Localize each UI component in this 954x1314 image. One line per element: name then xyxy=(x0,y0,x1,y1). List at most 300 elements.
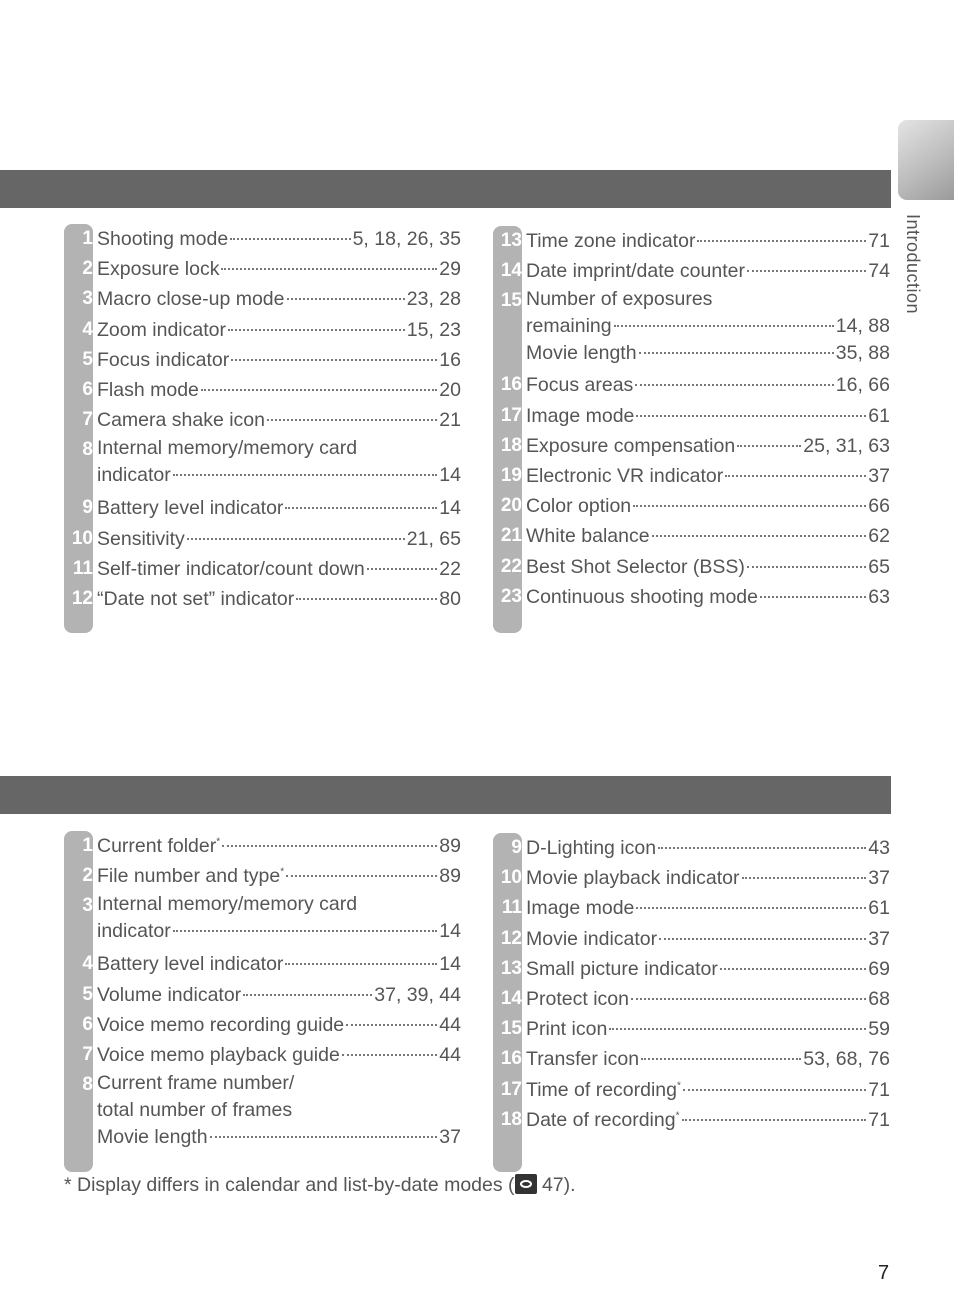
legend-line xyxy=(97,284,461,314)
leader-dots xyxy=(682,1119,867,1121)
legend-label-text: Sensitivity xyxy=(97,527,185,550)
legend-line xyxy=(526,1044,890,1074)
legend-entry xyxy=(93,224,461,254)
legend-row xyxy=(64,1070,461,1154)
legend-row xyxy=(64,584,461,614)
legend-row xyxy=(493,1014,890,1044)
page-reference: 37 xyxy=(439,1126,461,1149)
legend-entry xyxy=(522,1014,890,1044)
legend-entry xyxy=(93,345,461,375)
legend-label-text: Focus areas xyxy=(526,374,634,397)
legend-label xyxy=(97,918,171,945)
legend-number: 2 xyxy=(82,865,93,887)
legend-line xyxy=(526,401,890,431)
legend-label-text: Focus indicator xyxy=(97,348,230,371)
legend-label xyxy=(97,1040,340,1070)
leader-dots xyxy=(296,598,437,600)
legend-row xyxy=(493,491,890,521)
page-reference: 14 xyxy=(439,497,461,520)
legend-row xyxy=(64,284,461,314)
legend-entry xyxy=(93,435,461,493)
page-reference: 43 xyxy=(868,837,890,859)
page-reference: 69 xyxy=(868,957,890,980)
footnote-text: * Display differs in calendar and list-by-date modes ( xyxy=(64,1174,515,1196)
legend-entry xyxy=(522,256,890,286)
legend-label-text: indicator xyxy=(97,920,171,943)
legend-label xyxy=(526,521,650,551)
legend-row xyxy=(493,286,890,370)
legend-entry xyxy=(522,1044,890,1074)
legend-row xyxy=(64,524,461,554)
legend-entry xyxy=(93,405,461,435)
legend-line xyxy=(526,491,890,521)
legend-label xyxy=(97,493,283,523)
legend-number: 3 xyxy=(82,895,93,917)
legend-label xyxy=(526,893,634,923)
legend-number: 4 xyxy=(82,953,93,975)
legend-row xyxy=(493,401,890,431)
leader-dots xyxy=(747,566,866,568)
legend-row xyxy=(493,863,890,893)
legend-line xyxy=(97,949,461,979)
legend-label-text: “Date not set” indicator xyxy=(97,587,295,610)
legend-label xyxy=(526,461,723,491)
footnote-marker: * xyxy=(677,1080,681,1091)
leader-dots xyxy=(173,930,438,932)
legend-number: 15 xyxy=(500,1018,522,1040)
legend-entry xyxy=(522,893,890,923)
legend-line xyxy=(526,431,890,461)
page-reference: 16 xyxy=(439,348,461,371)
legend-label xyxy=(526,256,745,286)
legend-entry xyxy=(93,584,461,614)
legend-row xyxy=(64,345,461,375)
legend-label xyxy=(526,582,758,612)
leader-dots xyxy=(243,994,372,996)
legend-label xyxy=(97,224,228,254)
legend-number: 4 xyxy=(82,318,93,340)
legend-line xyxy=(97,980,461,1010)
legend-label-text: D-Lighting icon xyxy=(526,837,657,859)
legend-label-text: Camera shake icon xyxy=(97,409,265,432)
legend-line xyxy=(97,405,461,435)
legend-label-text: Current folder xyxy=(97,835,217,857)
page-reference: 37 xyxy=(868,867,890,890)
page-reference: 65 xyxy=(868,555,890,578)
legend-label xyxy=(97,554,365,584)
legend-line xyxy=(97,493,461,523)
legend-entry xyxy=(522,401,890,431)
legend-label-text: Best Shot Selector (BSS) xyxy=(526,555,745,578)
legend-number: 13 xyxy=(500,230,522,251)
legend-entry xyxy=(522,582,890,612)
legend-label xyxy=(97,861,284,891)
legend-label xyxy=(97,524,185,554)
legend-number: 5 xyxy=(82,983,93,1005)
legend-number: 10 xyxy=(500,867,522,889)
legend-label-text: Shooting mode xyxy=(97,228,229,250)
leader-dots xyxy=(747,270,866,272)
leader-dots xyxy=(631,998,866,1000)
page-reference: 20 xyxy=(439,378,461,401)
page-reference: 16, 66 xyxy=(835,374,890,397)
page-reference: 14, 88 xyxy=(835,315,890,338)
legend-row xyxy=(493,1075,890,1105)
legend-number: 6 xyxy=(82,378,93,400)
leader-dots xyxy=(173,474,438,476)
leader-dots xyxy=(683,1089,866,1091)
legend-number: 16 xyxy=(500,374,522,396)
legend-label xyxy=(526,1044,639,1074)
legend-label-text: remaining xyxy=(526,315,612,338)
legend-line xyxy=(97,435,461,462)
legend-entry xyxy=(93,493,461,523)
legend-number: 13 xyxy=(500,957,522,979)
page-reference: 14 xyxy=(439,464,461,487)
legend-line xyxy=(526,893,890,923)
leader-dots xyxy=(720,968,866,970)
legend-row xyxy=(493,582,890,612)
legend-row xyxy=(64,493,461,523)
legend-label xyxy=(526,863,740,893)
page-reference: 53, 68, 76 xyxy=(803,1048,890,1071)
page-reference: 25, 31, 63 xyxy=(803,434,890,457)
legend-entry xyxy=(93,1070,461,1154)
legend-line xyxy=(97,462,461,489)
legend-number: 6 xyxy=(82,1013,93,1035)
legend-line xyxy=(526,256,890,286)
legend-row xyxy=(64,891,461,949)
legend-row xyxy=(64,949,461,979)
chapter-label: Introduction xyxy=(903,214,923,315)
page-reference: 71 xyxy=(868,230,890,252)
legend-label-text: Movie indicator xyxy=(526,927,658,950)
legend-label xyxy=(97,375,199,405)
legend-label xyxy=(97,1097,292,1124)
legend-entry xyxy=(93,831,461,861)
legend-number: 8 xyxy=(82,1074,93,1096)
legend-label xyxy=(97,949,283,979)
leader-dots xyxy=(210,1136,438,1138)
legend-label xyxy=(97,1010,344,1040)
legend-label-text: Exposure compensation xyxy=(526,434,736,457)
legend-line xyxy=(526,226,890,256)
legend-row xyxy=(64,1010,461,1040)
footnote-marker: * xyxy=(280,866,285,878)
legend-row xyxy=(493,552,890,582)
legend-line xyxy=(526,863,890,893)
legend-label-text: Voice memo recording guide xyxy=(97,1013,345,1036)
legend-entry xyxy=(522,370,890,400)
legend-line xyxy=(97,861,461,891)
legend-label-text: Color option xyxy=(526,495,632,518)
legend-label-text: Movie length xyxy=(526,342,637,365)
legend-label xyxy=(526,286,712,313)
shooting-list-right xyxy=(493,226,890,612)
legend-row xyxy=(64,554,461,584)
legend-line xyxy=(526,1075,890,1105)
legend-entry xyxy=(522,431,890,461)
legend-line xyxy=(97,554,461,584)
leader-dots xyxy=(367,568,438,570)
legend-line xyxy=(97,345,461,375)
legend-number: 17 xyxy=(500,404,522,426)
legend-row xyxy=(493,833,890,863)
legend-line xyxy=(526,924,890,954)
page-reference: 29 xyxy=(439,258,461,281)
legend-entry xyxy=(522,286,890,370)
page-reference: 59 xyxy=(868,1018,890,1041)
legend-line xyxy=(97,524,461,554)
legend-label xyxy=(526,552,745,582)
legend-label-text: Continuous shooting mode xyxy=(526,585,758,608)
legend-label xyxy=(526,833,656,863)
legend-number: 12 xyxy=(500,927,522,949)
page-reference: 61 xyxy=(868,897,890,920)
legend-entry xyxy=(522,954,890,984)
legend-label-text: Transfer icon xyxy=(526,1048,640,1071)
legend-label xyxy=(97,315,226,345)
leader-dots xyxy=(346,1024,437,1026)
page-reference: 80 xyxy=(439,587,461,610)
legend-row xyxy=(64,980,461,1010)
legend-label-text: Zoom indicator xyxy=(97,318,226,341)
leader-dots xyxy=(231,359,437,361)
legend-row xyxy=(64,1040,461,1070)
page-reference: 71 xyxy=(868,1078,890,1101)
legend-line xyxy=(526,286,890,313)
footnote-ref-page: 47 xyxy=(541,1174,564,1196)
legend-number: 19 xyxy=(500,464,522,486)
leader-dots xyxy=(635,384,833,386)
legend-label-text: Self-timer indicator/count down xyxy=(97,557,365,580)
legend-label xyxy=(526,491,631,521)
legend-entry xyxy=(522,984,890,1014)
leader-dots xyxy=(742,877,867,879)
page-reference: 71 xyxy=(868,1108,890,1131)
legend-line xyxy=(526,582,890,612)
legend-label-text: Small picture indicator xyxy=(526,957,718,980)
legend-label xyxy=(97,435,357,462)
leader-dots xyxy=(760,596,866,598)
page-reference: 44 xyxy=(439,1013,461,1036)
legend-number: 16 xyxy=(500,1048,522,1070)
legend-line xyxy=(526,340,890,367)
legend-number: 18 xyxy=(500,1108,522,1130)
legend-label-text: Battery level indicator xyxy=(97,497,284,520)
legend-label xyxy=(97,891,357,918)
footnote-marker: * xyxy=(216,836,221,848)
legend-row xyxy=(64,315,461,345)
legend-line xyxy=(526,833,890,863)
legend-label xyxy=(526,313,612,340)
legend-entry xyxy=(522,521,890,551)
chapter-tab xyxy=(898,120,954,200)
legend-number: 14 xyxy=(500,260,522,282)
legend-entry xyxy=(93,524,461,554)
legend-row xyxy=(493,924,890,954)
leader-dots xyxy=(652,535,867,537)
page-reference: 63 xyxy=(868,585,890,608)
legend-entry xyxy=(93,1010,461,1040)
legend-row xyxy=(64,861,461,891)
legend-number: 9 xyxy=(511,837,522,858)
legend-row xyxy=(493,256,890,286)
leader-dots xyxy=(658,847,866,849)
leader-dots xyxy=(228,329,405,331)
legend-number: 7 xyxy=(82,409,93,431)
legend-label xyxy=(97,831,220,861)
page-reference: 21 xyxy=(439,409,461,432)
legend-label-text: Electronic VR indicator xyxy=(526,464,724,487)
reference-icon xyxy=(515,1174,537,1194)
legend-line xyxy=(526,1105,890,1135)
legend-line xyxy=(526,552,890,582)
legend-line xyxy=(97,1010,461,1040)
page-reference: 89 xyxy=(439,865,461,888)
legend-label-text: Movie length xyxy=(97,1126,208,1149)
legend-label-text: Date imprint/date counter xyxy=(526,260,745,283)
legend-row xyxy=(64,435,461,493)
legend-entry xyxy=(522,863,890,893)
leader-dots xyxy=(201,389,437,391)
leader-dots xyxy=(285,507,437,509)
legend-label xyxy=(526,1075,681,1105)
legend-label-text: Print icon xyxy=(526,1018,608,1041)
legend-number: 5 xyxy=(82,348,93,370)
leader-dots xyxy=(633,505,866,507)
legend-entry xyxy=(93,980,461,1010)
legend-entry xyxy=(93,1040,461,1070)
legend-line xyxy=(97,831,461,861)
legend-label-text: Time of recording xyxy=(526,1078,678,1101)
shooting-list-left xyxy=(64,224,461,614)
legend-label xyxy=(97,284,285,314)
page-reference: 15, 23 xyxy=(406,318,461,341)
legend-entry xyxy=(93,315,461,345)
legend-label xyxy=(526,431,735,461)
legend-row xyxy=(64,254,461,284)
legend-label xyxy=(97,1070,294,1097)
legend-number: 8 xyxy=(82,439,93,461)
legend-entry xyxy=(93,375,461,405)
legend-label-text: total number of frames xyxy=(97,1099,293,1122)
legend-entry xyxy=(522,461,890,491)
legend-label-text: Date of recording xyxy=(526,1108,676,1131)
page-reference: 23, 28 xyxy=(406,288,461,311)
legend-entry xyxy=(522,1075,890,1105)
legend-line xyxy=(526,1014,890,1044)
footnote-marker: * xyxy=(675,1110,680,1122)
legend-number: 11 xyxy=(72,557,93,579)
legend-number: 21 xyxy=(500,525,522,547)
legend-row xyxy=(64,831,461,861)
page-reference: 21, 65 xyxy=(406,527,461,550)
legend-number: 14 xyxy=(500,987,522,1009)
leader-dots xyxy=(230,238,350,240)
legend-entry xyxy=(93,891,461,949)
legend-line xyxy=(97,315,461,345)
playback-section-header-band xyxy=(0,776,891,814)
legend-row xyxy=(493,431,890,461)
legend-row xyxy=(493,954,890,984)
legend-row xyxy=(64,405,461,435)
legend-row xyxy=(493,226,890,256)
legend-label xyxy=(526,401,634,431)
legend-line xyxy=(526,954,890,984)
legend-number: 3 xyxy=(82,288,93,310)
legend-entry xyxy=(522,552,890,582)
legend-row xyxy=(493,461,890,491)
legend-label xyxy=(526,984,629,1014)
legend-label xyxy=(526,370,633,400)
leader-dots xyxy=(222,845,437,847)
leader-dots xyxy=(614,325,834,327)
legend-number: 17 xyxy=(500,1078,522,1100)
legend-label xyxy=(526,340,637,367)
legend-line xyxy=(97,918,461,945)
legend-row xyxy=(64,375,461,405)
legend-row xyxy=(493,1044,890,1074)
legend-line xyxy=(526,521,890,551)
legend-label-text: Protect icon xyxy=(526,987,629,1010)
legend-row xyxy=(493,521,890,551)
page-reference: 14 xyxy=(439,920,461,943)
page-reference: 37 xyxy=(868,927,890,950)
legend-label xyxy=(97,345,229,375)
page-reference: 35, 88 xyxy=(835,342,890,365)
legend-line xyxy=(97,254,461,284)
page-reference: 44 xyxy=(439,1043,461,1066)
legend-label xyxy=(526,1105,680,1135)
legend-line xyxy=(97,891,461,918)
legend-line xyxy=(97,1124,461,1151)
legend-number: 20 xyxy=(500,495,522,517)
legend-number: 7 xyxy=(82,1043,93,1065)
legend-label-text: Internal memory/memory card xyxy=(97,437,358,460)
legend-entry xyxy=(522,924,890,954)
leader-dots xyxy=(636,415,866,417)
legend-line xyxy=(526,984,890,1014)
legend-entry xyxy=(93,284,461,314)
shooting-section-header-band xyxy=(0,170,891,208)
legend-label xyxy=(526,226,695,256)
legend-line xyxy=(97,584,461,614)
page-reference: 14 xyxy=(439,953,461,976)
legend-entry xyxy=(522,1105,890,1135)
legend-number: 2 xyxy=(82,258,93,280)
legend-number: 23 xyxy=(500,585,522,607)
legend-label xyxy=(526,924,657,954)
legend-label-text: Time zone indicator xyxy=(526,230,696,252)
leader-dots xyxy=(659,938,866,940)
leader-dots xyxy=(697,240,866,242)
legend-label xyxy=(97,584,294,614)
legend-label-text: Number of exposures xyxy=(526,288,713,311)
page-reference: 37 xyxy=(868,464,890,487)
legend-row xyxy=(493,370,890,400)
legend-label xyxy=(97,1124,208,1151)
leader-dots xyxy=(187,538,405,540)
playback-list-left xyxy=(64,831,461,1154)
legend-line xyxy=(526,370,890,400)
page-reference: 37, 39, 44 xyxy=(374,983,461,1006)
legend-label-text: indicator xyxy=(97,464,171,487)
legend-entry xyxy=(93,554,461,584)
legend-entry xyxy=(93,949,461,979)
legend-label xyxy=(97,254,219,284)
page-reference: 74 xyxy=(868,260,890,283)
